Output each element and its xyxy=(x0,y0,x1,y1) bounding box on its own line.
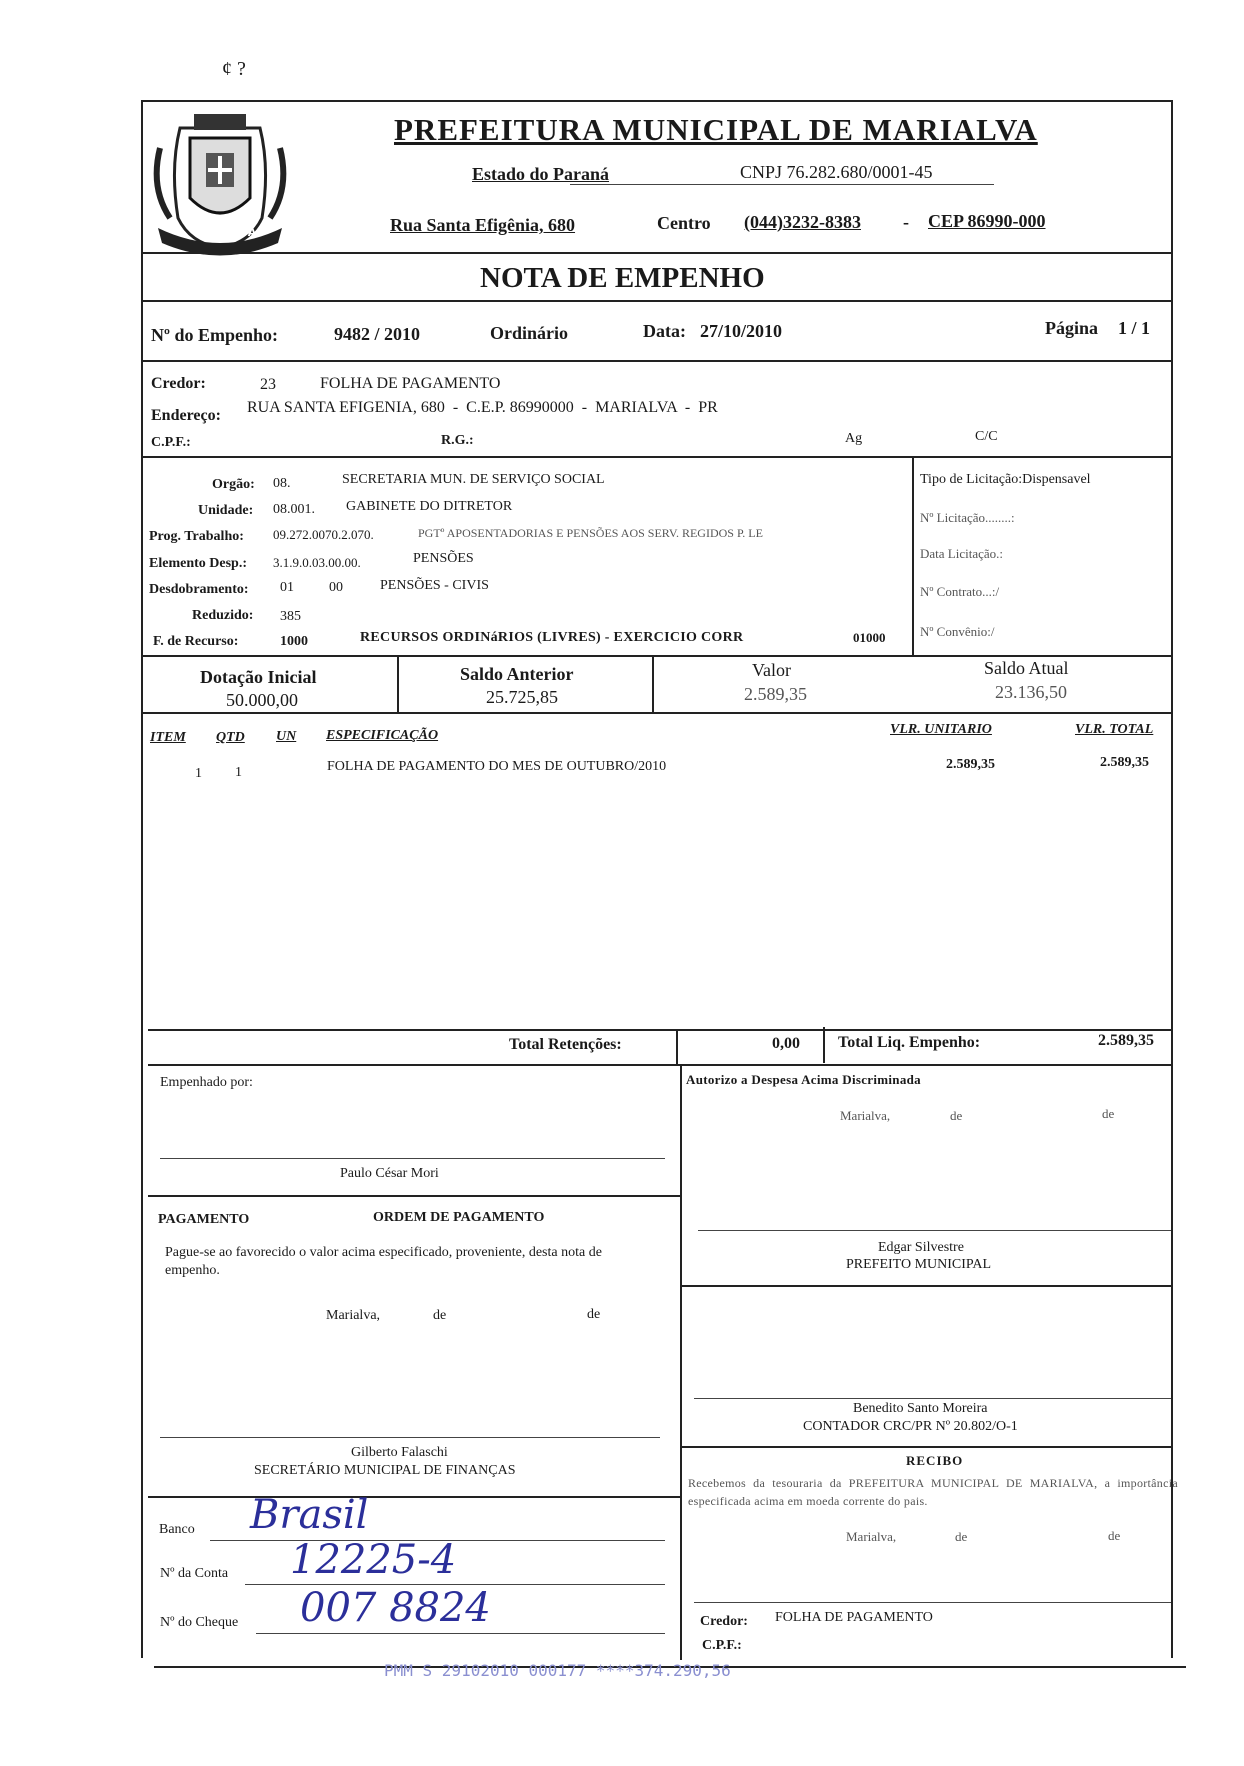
recurso-num: 01000 xyxy=(853,630,886,645)
recibo-city: Marialva, xyxy=(846,1529,897,1544)
saldo-atual-value: 23.136,50 xyxy=(995,682,1067,702)
recibo-text: Recebemos da tesouraria da PREFEITURA MUNICIPAL DE MARIALVA, a importância especificada acima em moeda corrente do pais. xyxy=(688,1476,1178,1508)
recibo-title: RECIBO xyxy=(906,1453,964,1468)
licitacao-numero: Nº Licitação........: xyxy=(920,510,1015,525)
ordem-label: ORDEM DE PAGAMENTO xyxy=(373,1210,545,1225)
licitacao-convenio: Nº Convênio:/ xyxy=(920,624,995,639)
autorizo-de1: de xyxy=(950,1108,963,1123)
empenho-date: 27/10/2010 xyxy=(700,321,783,341)
rg-label: R.G.: xyxy=(441,433,474,448)
licitacao-tipo: Tipo de Licitação:Dispensavel xyxy=(920,472,1091,487)
contador-role: CONTADOR CRC/PR Nº 20.802/O-1 xyxy=(803,1419,1018,1434)
logo-text: MARIALVA xyxy=(194,226,257,239)
header-phone: (044)3232-8383 xyxy=(744,212,861,232)
corner-marks: ¢ ? xyxy=(222,58,246,80)
empenho-num-label: Nº do Empenho: xyxy=(151,325,278,345)
recibo-de2: de xyxy=(1108,1528,1121,1543)
empenhado-name: Paulo César Mori xyxy=(340,1166,439,1181)
banco-label: Banco xyxy=(159,1522,195,1537)
cc-label: C/C xyxy=(975,429,998,444)
secretario-name: Gilberto Falaschi xyxy=(351,1445,448,1460)
conta-label: Nº da Conta xyxy=(160,1566,229,1581)
recurso-label: F. de Recurso: xyxy=(153,634,239,649)
empenho-date-label: Data: xyxy=(643,321,686,341)
elem-label: Elemento Desp.: xyxy=(149,556,247,571)
elem-name: PENSÕES xyxy=(413,551,474,566)
col-item: ITEM xyxy=(150,730,186,745)
header-separator: - xyxy=(903,212,909,232)
reduzido-value: 385 xyxy=(280,609,301,624)
credor-name: FOLHA DE PAGAMENTO xyxy=(320,375,501,392)
cpf-label: C.P.F.: xyxy=(151,435,191,450)
pagamento-text: Pague-se ao favorecido o valor acima especificado, proveniente, desta nota de empenho. xyxy=(165,1245,602,1278)
empenho-type: Ordinário xyxy=(490,323,569,343)
desd-name: PENSÕES - CIVIS xyxy=(380,578,489,593)
page-label: Página xyxy=(1045,318,1099,338)
prefeito-name: Edgar Silvestre xyxy=(878,1240,964,1255)
credor-code: 23 xyxy=(260,376,276,393)
page-number: 1 / 1 xyxy=(1118,318,1151,338)
col-spec: ESPECIFICAÇÃO xyxy=(326,728,439,743)
recurso-name: RECURSOS ORDINáRIOS (LIVRES) - EXERCICIO CORR xyxy=(360,630,744,645)
col-unit: VLR. UNITARIO xyxy=(890,722,992,737)
unidade-name: GABINETE DO DITRETOR xyxy=(346,499,513,514)
header-cnpj: CNPJ 76.282.680/0001-45 xyxy=(740,162,933,182)
prefeito-role: PREFEITO MUNICIPAL xyxy=(846,1257,992,1272)
credor-address: RUA SANTA EFIGENIA, 680 - C.E.P. 86990000 - MARIALVA - PR xyxy=(247,399,718,416)
desd-a: 01 xyxy=(280,580,294,595)
recibo-cpf-label: C.P.F.: xyxy=(702,1638,742,1653)
unidade-label: Unidade: xyxy=(198,503,254,518)
address-label: Endereço: xyxy=(151,407,221,424)
prog-name: PGTº APOSENTADORIAS E PENSÕES AOS SERV. REGIDOS P. LE xyxy=(418,526,763,540)
desd-label: Desdobramento: xyxy=(149,582,249,597)
dotacao-label: Dotação Inicial xyxy=(200,667,317,687)
credor-label: Credor: xyxy=(151,375,206,392)
item-unit: 2.589,35 xyxy=(946,757,995,772)
empenhado-label: Empenhado por: xyxy=(160,1075,253,1090)
prog-code: 09.272.0070.2.070. xyxy=(273,527,374,542)
recibo-de1: de xyxy=(955,1529,968,1544)
saldo-anterior-value: 25.725,85 xyxy=(486,687,558,707)
unidade-code: 08.001. xyxy=(273,502,315,517)
header-street: Rua Santa Efigênia, 680 xyxy=(390,215,576,235)
liq-value: 2.589,35 xyxy=(1098,1032,1154,1049)
item-total: 2.589,35 xyxy=(1100,755,1149,770)
elem-code: 3.1.9.0.03.00.00. xyxy=(273,555,361,570)
ag-label: Ag xyxy=(845,431,863,446)
dotacao-value: 50.000,00 xyxy=(226,690,298,710)
secretario-role: SECRETÁRIO MUNICIPAL DE FINANÇAS xyxy=(254,1463,516,1478)
autorizo-city: Marialva, xyxy=(840,1108,891,1123)
pagamento-de1: de xyxy=(433,1308,447,1323)
saldo-atual-label: Saldo Atual xyxy=(984,658,1069,678)
coat-of-arms-icon xyxy=(150,108,290,258)
banco-handwritten: Brasil xyxy=(250,1492,369,1538)
col-qtd: QTD xyxy=(216,730,245,745)
conta-handwritten: 12225-4 xyxy=(290,1537,457,1583)
header-cep: CEP 86990-000 xyxy=(928,211,1046,231)
col-un: UN xyxy=(276,729,297,744)
pagamento-de2: de xyxy=(587,1307,601,1322)
saldo-anterior-label: Saldo Anterior xyxy=(460,664,574,684)
orgao-code: 08. xyxy=(273,476,291,491)
item-spec: FOLHA DE PAGAMENTO DO MES DE OUTUBRO/2010 xyxy=(327,759,667,774)
orgao-label: Orgão: xyxy=(212,477,255,492)
reduzido-label: Reduzido: xyxy=(192,608,254,623)
prog-label: Prog. Trabalho: xyxy=(149,529,244,544)
recurso-code: 1000 xyxy=(280,634,308,649)
pagamento-city: Marialva, xyxy=(326,1308,381,1323)
item-qtd: 1 xyxy=(235,765,242,780)
licitacao-data: Data Licitação.: xyxy=(920,546,1004,561)
col-total: VLR. TOTAL xyxy=(1075,722,1154,737)
retencoes-value: 0,00 xyxy=(772,1035,800,1052)
item-num: 1 xyxy=(195,766,202,781)
contador-name: Benedito Santo Moreira xyxy=(853,1401,988,1416)
liq-label: Total Liq. Empenho: xyxy=(838,1034,981,1051)
doc-title: NOTA DE EMPENHO xyxy=(480,262,765,294)
orgao-name: SECRETARIA MUN. DE SERVIÇO SOCIAL xyxy=(342,472,605,487)
header-state: Estado do Paraná xyxy=(472,164,610,184)
cheque-handwritten: 007 8824 xyxy=(300,1585,491,1631)
recibo-credor-label: Credor: xyxy=(700,1614,748,1629)
desd-b: 00 xyxy=(329,580,343,595)
empenho-num: 9482 / 2010 xyxy=(334,324,421,344)
recibo-credor: FOLHA DE PAGAMENTO xyxy=(775,1610,933,1625)
licitacao-contrato: Nº Contrato...:/ xyxy=(920,584,1000,599)
autorizo-label: Autorizo a Despesa Acima Discriminada xyxy=(686,1072,921,1087)
cheque-label: Nº do Cheque xyxy=(160,1615,239,1630)
bank-stamp: PMM S 29102010 000177 ****374.290,56 xyxy=(384,1661,731,1680)
header-district: Centro xyxy=(657,213,711,233)
valor-value: 2.589,35 xyxy=(744,684,807,704)
valor-label: Valor xyxy=(752,660,791,680)
page-title: PREFEITURA MUNICIPAL DE MARIALVA xyxy=(394,112,1038,147)
pagamento-label: PAGAMENTO xyxy=(158,1212,250,1227)
autorizo-de2: de xyxy=(1102,1106,1115,1121)
retencoes-label: Total Retenções: xyxy=(509,1036,622,1053)
